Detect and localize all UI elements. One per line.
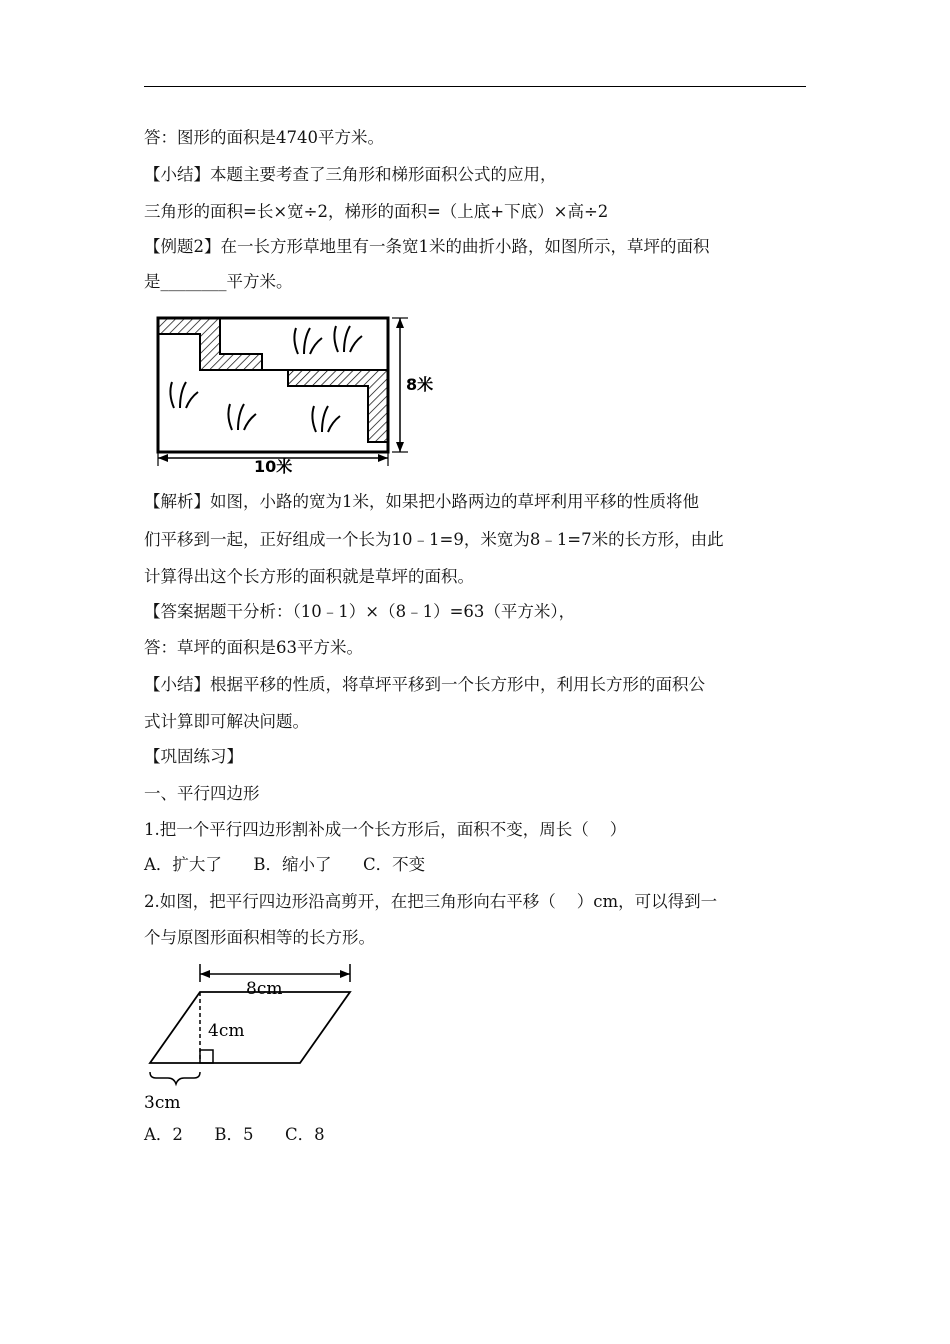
header-rule: [144, 86, 806, 87]
question-1-options: A．扩大了 B．缩小了 C．不变: [144, 855, 426, 874]
height-label: 8米: [406, 375, 434, 394]
height-label: 4cm: [208, 1021, 245, 1041]
answer-analysis: 【答案据题干分析：（10﹣1）×（8﹣1）=63（平方米），: [144, 602, 576, 621]
question-2: 2.如图，把平行四边形沿高剪开，在把三角形向右平移（ ）cm，可以得到一: [144, 892, 718, 911]
analysis-line-2: 们平移到一起，正好组成一个长为10﹣1=9，米宽为8﹣1=7米的长方形，由此: [144, 530, 724, 549]
summary-line-2: 【小结】根据平移的性质，将草坪平移到一个长方形中，利用长方形的面积公: [144, 675, 705, 694]
section-heading: 一、平行四边形: [144, 784, 260, 803]
width-label: 10米: [254, 457, 293, 476]
example2-question: 【例题2】在一长方形草地里有一条宽1米的曲折小路，如图所示，草坪的面积: [144, 237, 710, 256]
question-2-options: A．2 B．5 C．8: [144, 1125, 325, 1144]
question-2-cont: 个与原图形面积相等的长方形。: [144, 928, 375, 947]
right-angle-mark: [200, 1050, 213, 1063]
parallelogram-shape: [150, 992, 350, 1063]
formula-line: 三角形的面积=长×宽÷2，梯形的面积=（上底+下底）×高÷2: [144, 202, 609, 221]
parallelogram-figure: [142, 960, 362, 1120]
lawn-path-figure: [150, 310, 440, 480]
analysis-line-1: 【解析】如图，小路的宽为1米，如果把小路两边的草坪利用平移的性质将他: [144, 492, 699, 511]
analysis-line-3: 计算得出这个长方形的面积就是草坪的面积。: [144, 567, 474, 586]
summary-line-2-cont: 式计算即可解决问题。: [144, 712, 309, 731]
brace: [150, 1072, 200, 1084]
question-1: 1.把一个平行四边形割补成一个长方形后，面积不变，周长（ ）: [144, 820, 627, 839]
answer-line-1: 答：图形的面积是4740平方米。: [144, 128, 384, 147]
top-label: 8cm: [246, 979, 283, 999]
answer-line-2: 答：草坪的面积是63平方米。: [144, 638, 363, 657]
summary-line-1: 【小结】本题主要考查了三角形和梯形面积公式的应用，: [144, 165, 557, 184]
practice-heading: 【巩固练习】: [144, 747, 243, 766]
example2-question-cont: 是________平方米。: [144, 272, 293, 291]
offset-label: 3cm: [144, 1093, 181, 1113]
